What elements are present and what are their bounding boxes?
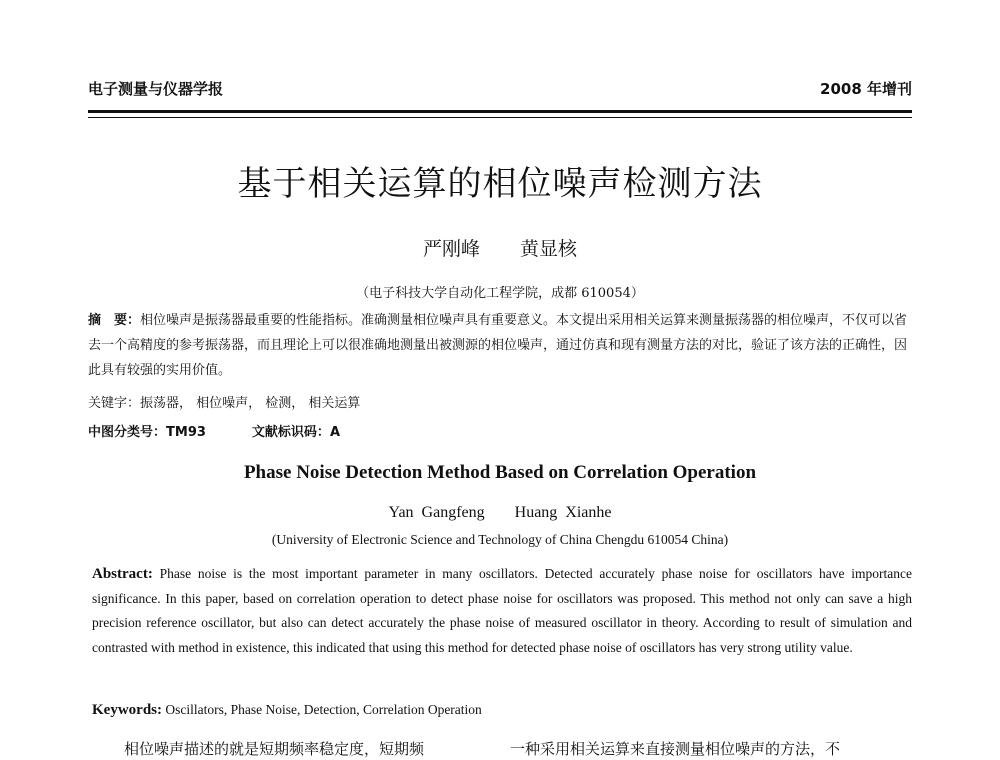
- classification-row: [88, 423, 912, 443]
- affiliation-chinese: （电子科技大学自动化工程学院，成都 610054）: [356, 286, 644, 301]
- author-english-1: Yan Gangfeng: [388, 504, 485, 521]
- class-number-value: TM93: [166, 425, 206, 440]
- running-header: [88, 78, 912, 100]
- affiliation-english: (University of Electronic Science and Technology of China Chengdu 610054 China): [271, 532, 729, 547]
- keywords-chinese: 关键字：振荡器， 相位噪声， 检测， 相关运算: [88, 396, 361, 411]
- keywords-english-label: Keywords:: [92, 702, 162, 718]
- body-text-right-column: 一种采用相关运算来直接测量相位噪声的方法，不: [510, 740, 841, 758]
- issue-label: 2008 年增刊: [820, 80, 912, 98]
- doc-code-value: A: [329, 425, 340, 440]
- doc-code-label: 文献标识码：: [251, 425, 330, 440]
- abstract-chinese-label: 摘 要：: [88, 313, 141, 328]
- header-rule-thick: [88, 110, 912, 113]
- abstract-chinese-text: 相位噪声是振荡器最重要的性能指标。准确测量相位噪声具有重要意义。本文提出采用相关运算来测量振荡器的相位噪声，不仅可以省去一个高精度的参考振荡器，而且理论上可以很准确地测量出被测源的相位噪声，通过仿真和现有测量方法的对比，验证了该方法的正确性，因此具有较强的实用价值。: [88, 313, 908, 378]
- authors-english: [0, 504, 1000, 522]
- author-english-2: Huang Xianhe: [514, 504, 612, 521]
- title-chinese: 基于相关运算的相位噪声检测方法: [237, 164, 763, 204]
- abstract-chinese: [88, 308, 912, 383]
- keywords-english: [92, 702, 912, 719]
- header-rule-thin: [88, 117, 912, 118]
- authors-chinese: 严刚峰 黄显核: [422, 238, 578, 260]
- title-english: Phase Noise Detection Method Based on Correlation Operation: [243, 462, 757, 483]
- class-number-label: 中图分类号：: [88, 425, 167, 440]
- keywords-english-text: Oscillators, Phase Noise, Detection, Correlation Operation: [162, 702, 482, 717]
- abstract-english-label: Abstract:: [92, 566, 153, 582]
- body-text-left-column: 相位噪声描述的就是短期频率稳定度，短期频: [124, 740, 425, 758]
- abstract-english: [92, 562, 912, 660]
- journal-name: 电子测量与仪器学报: [88, 80, 224, 98]
- abstract-english-text: Phase noise is the most important parameter in many oscillators. Detected accurately phase noise for oscillators have importance significance. In this paper, based on correlation operation to detect phase noise for oscillators was proposed. This method not only can save a high precision reference oscillator, but also can detect accurately the phase noise of measured oscillator in theory. According to result of simulation and contrasted with method in existence, this indicated that using this method for detected phase noise of oscillators has very strong utility value.: [92, 566, 912, 655]
